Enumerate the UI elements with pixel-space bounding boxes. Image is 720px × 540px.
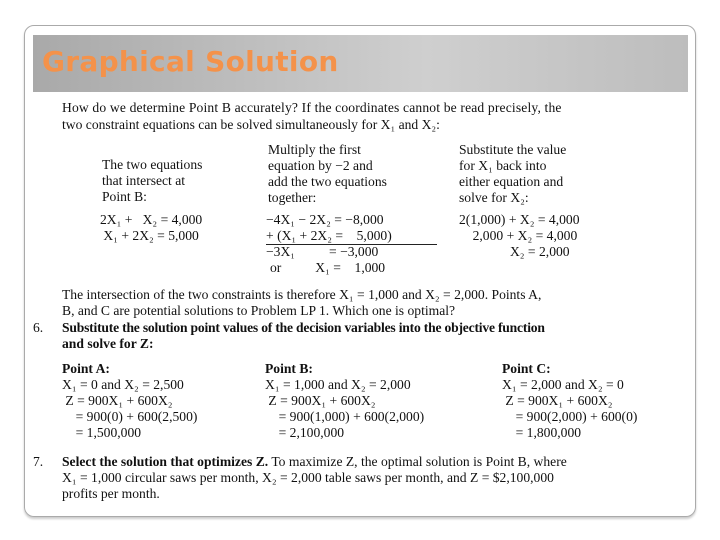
equation: X₁ + 2X₂ = 5,000: [100, 228, 199, 243]
step7-bold: Select the solution that optimizes Z.: [62, 454, 269, 469]
slide-title: Graphical Solution: [42, 45, 339, 78]
intro-line: two constraint equations can be solved simultaneously for X₁ and X₂:: [62, 117, 440, 132]
equation: + (X₁ + 2X₂ = 5,000): [266, 228, 392, 243]
point-a-header: Point A:: [62, 361, 110, 376]
equation: 2X₁ + X₂ = 4,000: [100, 212, 203, 227]
step7-line: X₁ = 1,000 circular saws per month, X₂ = 2,000 table saws per month, and Z = $2,100,000: [62, 470, 554, 485]
point-c-header: Point C:: [502, 361, 551, 376]
point-a-line: = 900(0) + 600(2,500): [62, 409, 198, 424]
col2-text: together:: [268, 190, 317, 205]
col1-text: The two equations: [102, 157, 203, 172]
point-b-line: = 2,100,000: [265, 425, 345, 440]
step7-line: profits per month.: [62, 486, 160, 501]
point-b-line: X₁ = 1,000 and X₂ = 2,000: [265, 377, 411, 392]
intro-line: How do we determine Point B accurately? If the coordinates cannot be read precisely, the: [62, 100, 562, 115]
point-b-line: Z = 900X₁ + 600X₂: [265, 393, 376, 408]
step6-line: Substitute the solution point values of the decision variables into the objective function: [62, 320, 545, 335]
point-a-line: X₁ = 0 and X₂ = 2,500: [62, 377, 184, 392]
col2-text: add the two equations: [268, 174, 387, 189]
point-b-line: = 900(1,000) + 600(2,000): [265, 409, 425, 424]
point-b-header: Point B:: [265, 361, 313, 376]
point-a-line: = 1,500,000: [62, 425, 142, 440]
step7-line: To maximize Z, the optimal solution is Point B, where: [268, 454, 567, 469]
col2-text: Multiply the first: [268, 142, 361, 157]
col1-text: Point B:: [102, 189, 147, 204]
col3-text: either equation and: [459, 174, 564, 189]
step-number: 6.: [33, 320, 44, 335]
intersection-line: B, and C are potential solutions to Problem LP 1. Which one is optimal?: [62, 303, 456, 318]
equation: 2(1,000) + X₂ = 4,000: [459, 212, 580, 227]
equation: X₂ = 2,000: [459, 244, 570, 259]
col3-text: Substitute the value: [459, 142, 567, 157]
col3-text: solve for X₂:: [459, 190, 529, 205]
equation: 2,000 + X₂ = 4,000: [459, 228, 578, 243]
point-c-line: X₁ = 2,000 and X₂ = 0: [502, 377, 624, 392]
col3-text: for X₁ back into: [459, 158, 547, 173]
step-number: 7.: [33, 454, 44, 469]
col1-text: that intersect at: [102, 173, 186, 188]
step6-line: and solve for Z:: [62, 336, 154, 351]
point-c-line: = 900(2,000) + 600(0): [502, 409, 638, 424]
point-a-line: Z = 900X₁ + 600X₂: [62, 393, 173, 408]
intersection-line: The intersection of the two constraints is therefore X₁ = 1,000 and X₂ = 2,000. Points A,: [62, 287, 542, 302]
equation: or X₁ = 1,000: [270, 260, 386, 275]
point-c-line: Z = 900X₁ + 600X₂: [502, 393, 613, 408]
col2-text: equation by −2 and: [268, 158, 373, 173]
equation: −3X₁ = −3,000: [266, 244, 379, 259]
equation: −4X₁ − 2X₂ = −8,000: [266, 212, 384, 227]
point-c-line: = 1,800,000: [502, 425, 582, 440]
